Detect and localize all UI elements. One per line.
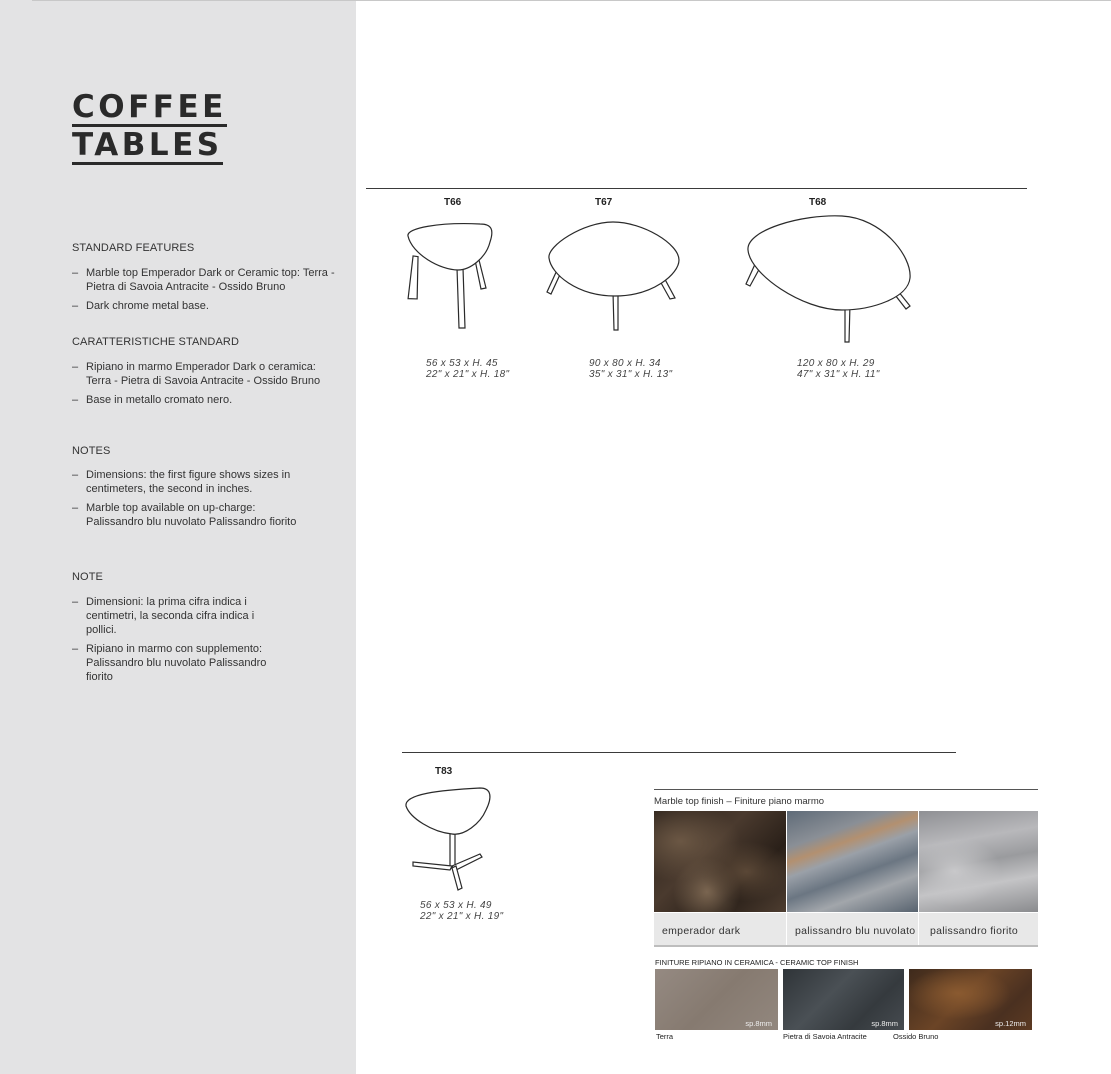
- dimensions-t68: 120 x 80 x H. 29 47" x 31" x H. 11": [797, 358, 880, 380]
- note-it-heading: NOTE: [72, 571, 103, 583]
- section-divider: [366, 188, 1027, 189]
- table-t67-drawing: [543, 218, 683, 333]
- title-line-2: TABLES: [72, 127, 223, 163]
- standard-features-heading: STANDARD FEATURES: [72, 242, 195, 254]
- standard-features-list: [72, 266, 342, 318]
- note-it-list: [72, 595, 277, 689]
- list-item: – Dimensions: the first figure shows sizes in centimeters, the second in inches.: [72, 468, 297, 496]
- top-divider: [32, 0, 1111, 1]
- dimensions-t66: 56 x 53 x H. 45 22" x 21" x H. 18": [426, 358, 510, 380]
- table-code-t83: T83: [435, 766, 453, 777]
- ceramic-swatch-ossido: [909, 969, 1032, 1030]
- marble-swatch-emperador: [654, 811, 786, 912]
- notes-list: [72, 468, 297, 534]
- table-t66-drawing: [400, 218, 500, 333]
- marble-bottom-rule: [654, 945, 1038, 947]
- table-code-t68: T68: [809, 197, 827, 208]
- list-item: – Ripiano in marmo Emperador Dark o ceramica: Terra - Pietra di Savoia Antracite - Ossido Bruno: [72, 360, 342, 388]
- list-item: – Marble top Emperador Dark or Ceramic top: Terra - Pietra di Savoia Antracite - Ossido Bruno: [72, 266, 342, 294]
- table-t68-drawing: [742, 212, 916, 344]
- table-code-t66: T66: [444, 197, 462, 208]
- ceramic-thickness: sp.8mm: [745, 1019, 772, 1028]
- finish-divider: [654, 789, 1038, 790]
- table-code-t67: T67: [595, 197, 613, 208]
- list-item: – Marble top available on up-charge: Palissandro blu nuvolato Palissandro fiorito: [72, 501, 297, 529]
- marble-finish-title: Marble top finish – Finiture piano marmo: [654, 796, 825, 807]
- ceramic-thickness: sp.12mm: [995, 1019, 1026, 1028]
- caratteristiche-heading: CARATTERISTICHE STANDARD: [72, 336, 240, 348]
- table-t83-drawing: [400, 786, 495, 896]
- page-title: [72, 89, 227, 165]
- ceramic-name-pietra: Pietra di Savoia Antracite: [783, 1032, 867, 1041]
- ceramic-finish-title: FINITURE RIPIANO IN CERAMICA - CERAMIC TOP FINISH: [655, 958, 859, 967]
- notes-heading: NOTES: [72, 445, 111, 457]
- ceramic-thickness: sp.8mm: [871, 1019, 898, 1028]
- dimensions-t83: 56 x 53 x H. 49 22" x 21" x H. 19": [420, 900, 504, 922]
- section-divider: [402, 752, 956, 753]
- marble-swatch-palissandro-fiorito: [919, 811, 1038, 912]
- list-item: – Dark chrome metal base.: [72, 299, 342, 313]
- ceramic-name-ossido: Ossido Bruno: [893, 1032, 939, 1041]
- list-item: – Dimensioni: la prima cifra indica i centimetri, la seconda cifra indica i pollici.: [72, 595, 277, 637]
- marble-label-emperador: emperador dark: [654, 912, 786, 945]
- marble-swatch-palissandro-blu: [787, 811, 918, 912]
- list-item: – Ripiano in marmo con supplemento: Palissandro blu nuvolato Palissandro fiorito: [72, 642, 277, 684]
- marble-label-palissandro-blu: palissandro blu nuvolato: [787, 912, 918, 945]
- dimensions-t67: 90 x 80 x H. 34 35" x 31" x H. 13": [589, 358, 673, 380]
- list-item: – Base in metallo cromato nero.: [72, 393, 342, 407]
- ceramic-swatch-pietra: [783, 969, 904, 1030]
- marble-label-palissandro-fiorito: palissandro fiorito: [919, 912, 1038, 945]
- ceramic-swatch-terra: [655, 969, 778, 1030]
- caratteristiche-list: [72, 360, 342, 412]
- ceramic-name-terra: Terra: [656, 1032, 674, 1041]
- title-line-1: COFFEE: [72, 89, 227, 125]
